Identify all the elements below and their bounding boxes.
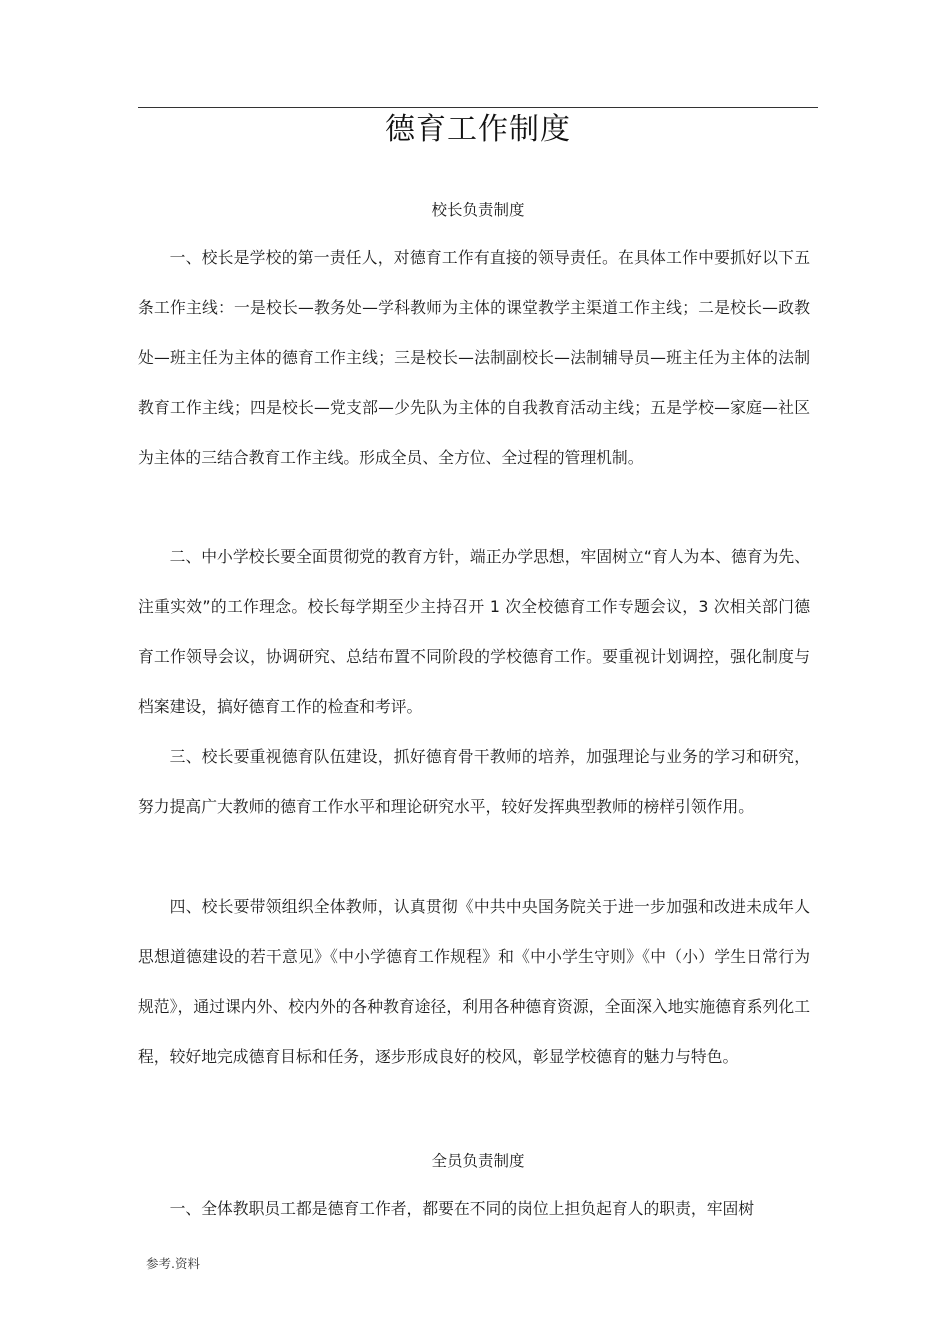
document-title: 德育工作制度 xyxy=(385,112,571,147)
paragraph: 四、校长要带领组织全体教师，认真贯彻《中共中央国务院关于进一步加强和改进未成年人思想道德建设的若干意见》《中小学德育工作规程》和《中小学生守则》《中（小）学生日常行为规范》，通过课内外、校内外的各种教育途径，利用各种德育资源，全面深入地实施德育系列化工程，较好地完成德育目标和任务，逐步形成良好的校风，彰显学校德育的魅力与特色。 xyxy=(138,897,810,1066)
section-heading-all-staff-responsibility: 全员负责制度 xyxy=(431,1152,525,1170)
paragraph: 一、校长是学校的第一责任人，对德育工作有直接的领导责任。在具体工作中要抓好以下五条工作主线：一是校长—教务处—学科教师为主体的课堂教学主渠道工作主线；二是校长—政教处—班主任为主体的德育工作主线；三是校长—法制副校长—法制辅导员—班主任为主体的法制教育工作主线；四是校长—党支部—少先队为主体的自我教育活动主线；五是学校—家庭—社区为主体的三结合教育工作主线。形成全员、全方位、全过程的管理机制。 xyxy=(138,248,810,467)
paragraph: 二、中小学校长要全面贯彻党的教育方针，端正办学思想，牢固树立“育人为本、德育为先、注重实效”的工作理念。校长每学期至少主持召开 1 次全校德育工作专题会议，3 次相关部门德育工作领导会议，协调研究、总结布置不同阶段的学校德育工作。要重视计划调控，强化制度与档案建设，搞好德育工作的检查和考评。 xyxy=(138,547,810,716)
section-heading-principal-responsibility: 校长负责制度 xyxy=(431,201,525,219)
footer-note: 参考.资料 xyxy=(146,1256,200,1271)
paragraph: 三、校长要重视德育队伍建设，抓好德育骨干教师的培养，加强理论与业务的学习和研究，努力提高广大教师的德育工作水平和理论研究水平，较好发挥典型教师的榜样引领作用。 xyxy=(138,747,810,816)
header-rule xyxy=(138,107,818,108)
paragraph: 一、全体教职员工都是德育工作者，都要在不同的岗位上担负起育人的职责，牢固树 xyxy=(169,1199,755,1218)
